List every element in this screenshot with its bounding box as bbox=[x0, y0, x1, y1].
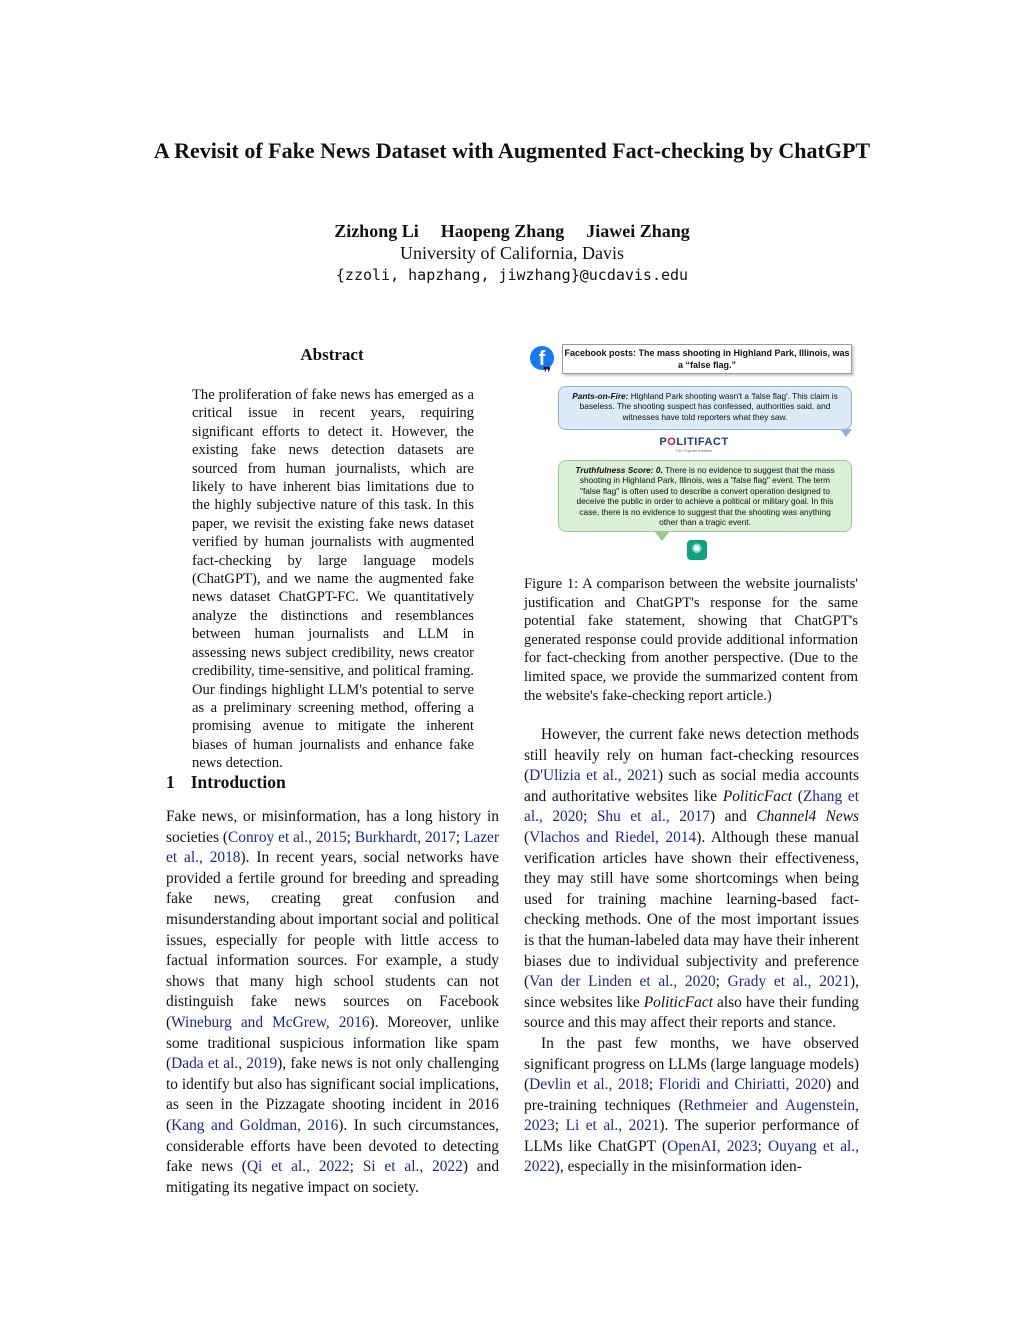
citation-link[interactable]: Qi et al., 2022 bbox=[246, 1158, 350, 1176]
text-run: ). In recent years, social networks have provided a fertile ground for breeding and spreading fake news, creating great confusion and misunderstanding about important social and political issues, especially for people with little access to factual information sources. For example, a study shows that many high school students can not distinguish fake news sources on Facebook ( bbox=[166, 849, 499, 1031]
citation-link[interactable]: Rethmeier and Augenstein, 2023 bbox=[524, 1096, 859, 1135]
score-label: Truthfulness Score: 0. bbox=[575, 465, 663, 475]
citation-link[interactable]: Conroy et al., 2015 bbox=[228, 828, 347, 846]
figure-1 bbox=[524, 338, 860, 566]
facebook-icon: f bbox=[530, 346, 554, 370]
text-run: ) and mitigating its negative impact on society. bbox=[166, 1158, 500, 1196]
author-name: Jiawei Zhang bbox=[586, 221, 690, 241]
abstract-text: The proliferation of fake news has emerged as a critical issue in recent years, requiring significant efforts to detect it. However, the existing fake news detection datasets are sourced from human journalists, which are likely to have inherent bias limitations due to the highly subjective nature of this task. In this paper, we revisit the existing fake news dataset verified by human journalists with augmented fact-checking by large language models (ChatGPT), and we name the augmented fake news dataset ChatGPT-FC. We quantitatively analyze the distinctions and resemblances between human journalists and LLM in assessing news subject credibility, news creator credibility, time-sensitive, and political framing. Our findings highlight LLM's potential to serve as a preliminary screening method, offering a promising avenue to mitigate the inherent biases of human journalists and enhance fake news detection. bbox=[192, 387, 474, 772]
citation-link[interactable]: D'Ulizia et al., 2021 bbox=[529, 767, 658, 785]
quote-icon: ❞ bbox=[543, 365, 552, 381]
text-run: ). In such circumstances, considerable efforts have been devoted to detecting fake news ( bbox=[166, 1116, 499, 1176]
citation-link[interactable]: Grady et al., 2021 bbox=[727, 973, 851, 991]
author-name: Haopeng Zhang bbox=[440, 221, 565, 241]
author-block bbox=[200, 220, 824, 286]
affiliation: University of California, Davis bbox=[400, 243, 624, 263]
text-run: ), fake news is not only challenging to identify but also has significant social implications, as seen in the Pizzagate shooting incident in 2016 ( bbox=[166, 1055, 500, 1134]
chatgpt-response-box bbox=[558, 460, 852, 532]
text-run: Fake news, or misinformation, has a long history in societies ( bbox=[166, 808, 499, 846]
citation-link[interactable]: Ouyang et al., 2022 bbox=[524, 1137, 860, 1176]
citation-link[interactable]: Wineburg and McGrew, 2016 bbox=[171, 1013, 370, 1031]
figure-caption: Figure 1: A comparison between the website journalists' justification and ChatGPT's response for the same potential fake statement, showing that ChatGPT's generated response could provide additional information for fact-checking from another perspective. (Due to the limited space, we provide the summarized content from the website's fake-checking report article.) bbox=[524, 576, 858, 704]
citation-link[interactable]: Zhang et al., 2020 bbox=[524, 787, 859, 826]
verdict-text: Highland Park shooting wasn't a 'false flag'. This claim is baseless. The shooting suspect has confessed, authorities said, and witnesses have told reporters what they saw. bbox=[579, 391, 838, 422]
citation-link[interactable]: Vlachos and Riedel, 2014 bbox=[529, 828, 697, 846]
score-text: There is no evidence to suggest that the mass shooting in Highland Park, Illinois, was a "false flag" event. The term "false flag" is often used to describe a convert operation designed to deceive the public in order to achieve a political or military goal. In this case, there is no evidence to suggest that the shooting was anything other than a tragic event. bbox=[576, 465, 835, 528]
paragraph: In the past few months, we have observed significant progress on LLMs (large language models) (Devlin et al., 2018; Floridi and Chiriatti, 2020) and pre-training techniques (Rethmeier and Augenstein, 2023; Li et al., 2021). The superior performance of LLMs like ChatGPT (OpenAI, 2023; Ouyang et al., 2022), especially in the misinformation iden- bbox=[524, 1034, 860, 1176]
bubble-tail bbox=[840, 429, 852, 437]
citation-link[interactable]: Devlin et al., 2018 bbox=[529, 1076, 649, 1094]
politifact-verdict-box bbox=[558, 386, 852, 430]
text-run: ). Moreover, unlike some traditional suspicious information like spam ( bbox=[166, 1013, 499, 1073]
bubble-tail bbox=[654, 531, 670, 541]
verdict-label: Pants-on-Fire: bbox=[572, 391, 629, 401]
citation-link[interactable]: Kang and Goldman, 2016 bbox=[171, 1116, 339, 1134]
politifact-logo: POLITIFACT The Poynter Institute bbox=[659, 436, 729, 453]
citation-link[interactable]: Burkhardt, 2017 bbox=[354, 828, 456, 846]
citation-link[interactable]: Lazer et al., 2018 bbox=[166, 828, 499, 867]
section-title: Introduction bbox=[190, 772, 286, 792]
citation-link[interactable]: Dada et al., 2019 bbox=[171, 1055, 278, 1073]
right-column-body bbox=[524, 725, 859, 1178]
citation-link[interactable]: Van der Linden et al., 2020 bbox=[529, 973, 716, 991]
citation-link[interactable]: Si et al., 2022 bbox=[362, 1158, 463, 1176]
citation-link[interactable]: Li et al., 2021 bbox=[565, 1117, 660, 1135]
citation-link[interactable]: Shu et al., 2017 bbox=[596, 808, 710, 826]
paragraph: However, the current fake news detection methods still heavily rely on human fact-checking resources (D'Ulizia et al., 2021) such as social media accounts and authoritative websites like PoliticFact (Zhang et al., 2020; Shu et al., 2017) and Channel4 News (Vlachos and Riedel, 2014). Although these manual verification articles have shown their effectiveness, they may still have some shortcomings when being used for training machine learning-based fact-checking methods. One of the most important issues is that the human-labeled data may have their inherent biases due to individual subjectivity and preference (Van der Linden et al., 2020; Grady et al., 2021), since websites like PoliticFact also have their funding source and this may affect their reports and stance. bbox=[524, 726, 860, 1032]
author-names bbox=[200, 220, 824, 242]
section-number: 1 bbox=[166, 772, 175, 792]
paper-title: A Revisit of Fake News Dataset with Augmented Fact-checking by ChatGPT bbox=[153, 138, 871, 163]
chatgpt-icon: ✺ bbox=[687, 540, 707, 560]
author-email: {zzoli, hapzhang, jiwzhang}@ucdavis.edu bbox=[335, 266, 689, 284]
abstract-heading: Abstract bbox=[300, 345, 364, 364]
citation-link[interactable]: OpenAI, 2023 bbox=[667, 1137, 758, 1155]
author-name: Zizhong Li bbox=[334, 221, 419, 241]
introduction-paragraph: Fake news, or misinformation, has a long history in societies (Conroy et al., 2015; Burkhardt, 2017; Lazer et al., 2018). In recent years, social networks have provided a fertile ground for breeding and spreading fake news, creating great confusion and misunderstanding about important social and political issues, especially for people with little access to factual information sources. For example, a study shows that many high school students can not distinguish fake news sources on Facebook (Wineburg and McGrew, 2016). Moreover, unlike some traditional suspicious information like spam (Dada et al., 2019), fake news is not only challenging to identify but also has significant social implications, as seen in the Pizzagate shooting incident in 2016 (Kang and Goldman, 2016). In such circumstances, considerable efforts have been devoted to detecting fake news (Qi et al., 2022; Si et al., 2022) and mitigating its negative impact on society. bbox=[166, 808, 500, 1196]
facebook-post-box: Facebook posts: The mass shooting in Highland Park, Illinois, was a “false flag.” bbox=[562, 344, 852, 374]
citation-link[interactable]: Floridi and Chiriatti, 2020 bbox=[658, 1076, 826, 1094]
section-heading-introduction bbox=[166, 772, 286, 793]
